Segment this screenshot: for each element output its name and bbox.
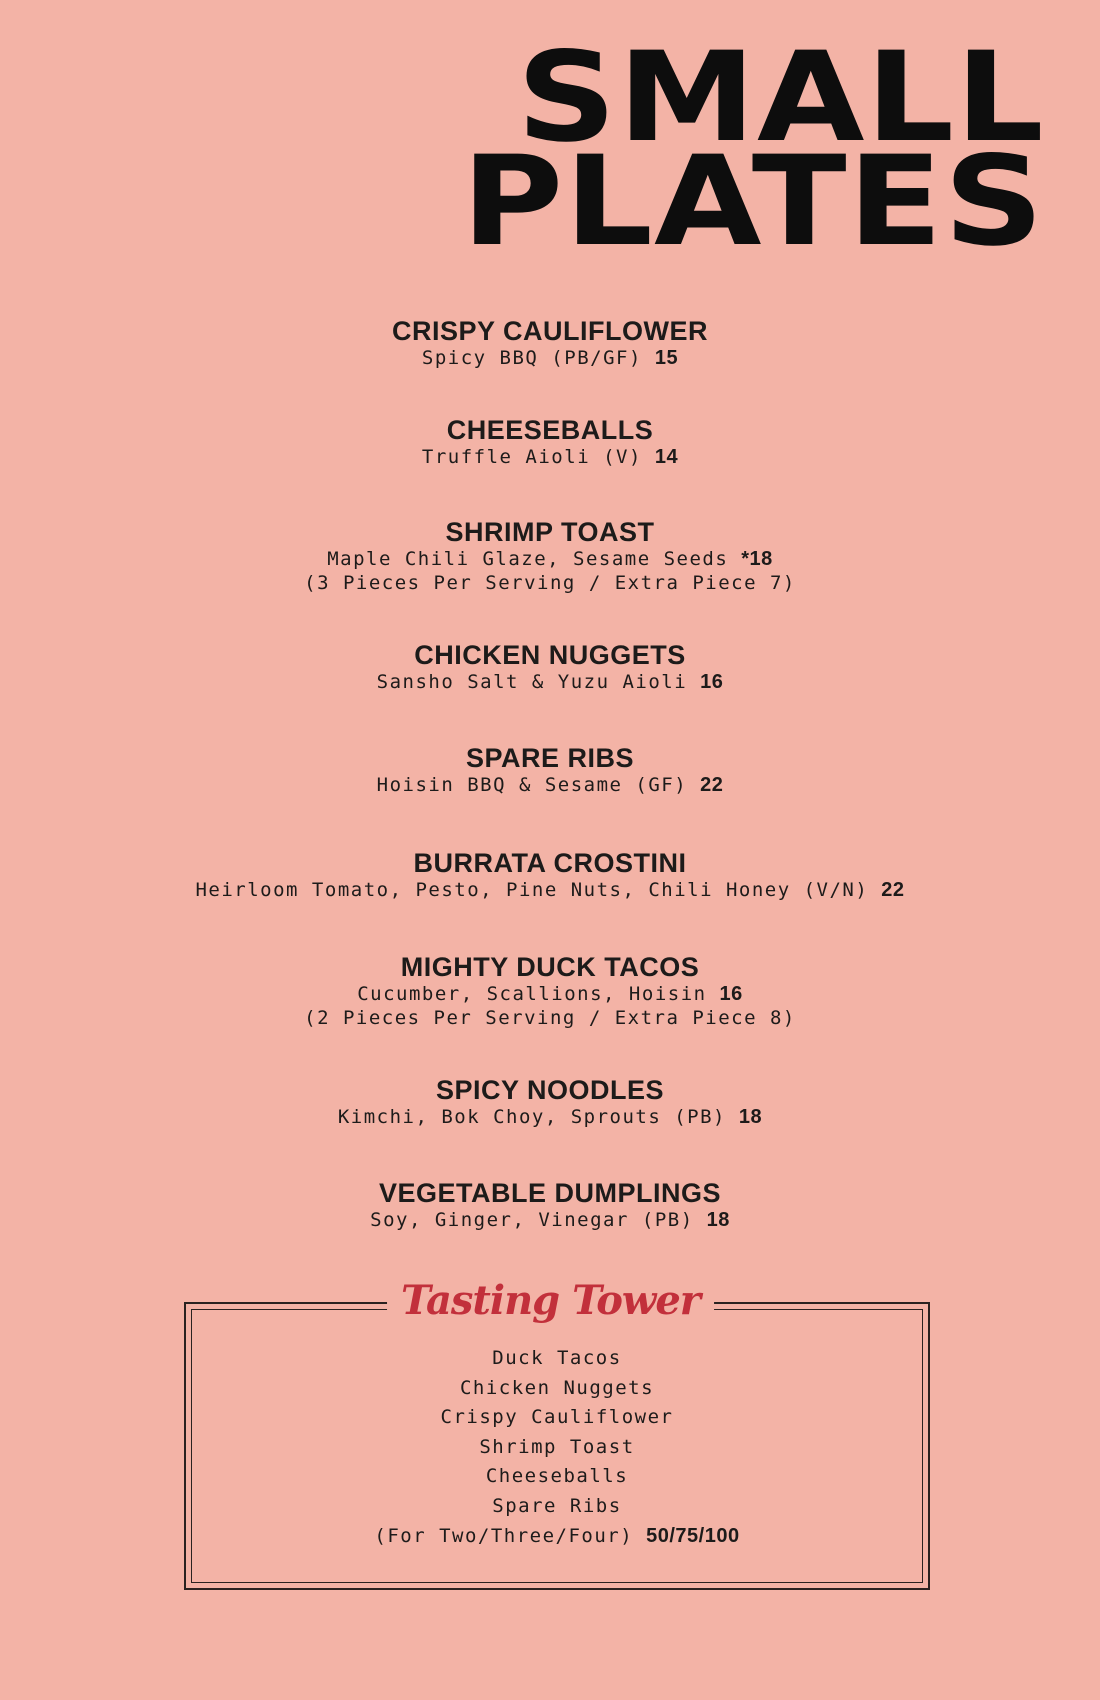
menu-item [0,415,1100,469]
item-name: CHICKEN NUGGETS [414,640,686,670]
title-line-2: PLATES [461,130,1045,274]
item-description: Soy, Ginger, Vinegar (PB) 18 [370,1209,730,1231]
item-description: Truffle Aioli (V) 14 [421,446,679,468]
item-price: 18 [706,1209,730,1231]
item-name: SPICY NOODLES [435,1075,665,1105]
item-description: Sansho Salt & Yuzu Aioli 16 [376,671,724,693]
item-name: SHRIMP TOAST [445,517,655,547]
tasting-tower-item: Duck Tacos [492,1347,622,1369]
item-description: Kimchi, Bok Choy, Sprouts (PB) 18 [337,1106,763,1128]
menu-item [0,1075,1100,1129]
menu-item [0,848,1100,902]
menu-item [0,743,1100,797]
tasting-tower-box [184,1277,930,1590]
menu-item [0,952,1100,1030]
item-price: 18 [738,1106,763,1128]
tasting-tower-title: Tasting Tower [387,1272,714,1330]
item-price: 16 [719,983,743,1005]
item-name: CHEESEBALLS [446,415,654,445]
tasting-tower-item: Spare Ribs [492,1494,622,1517]
item-description: Hoisin BBQ & Sesame (GF) 22 [376,774,724,796]
menu-item [0,316,1100,370]
item-price: 22 [700,774,724,796]
tasting-tower-item: Crispy Cauliflower [440,1406,674,1429]
item-price: 14 [654,446,679,468]
tasting-tower-price: 50/75/100 [646,1524,740,1547]
item-price: *18 [741,548,773,570]
item-price: 15 [654,347,679,369]
item-description: Maple Chili Glaze, Sesame Seeds *18 [327,548,773,570]
item-name: MIGHTY DUCK TACOS [400,952,700,982]
tasting-tower-serving: (For Two/Three/Four) 50/75/100 [374,1524,740,1547]
page-title [461,26,1045,274]
item-price: 22 [881,879,905,901]
item-name: CRISPY CAULIFLOWER [391,316,708,346]
menu-item [0,517,1100,595]
item-name: SPARE RIBS [465,743,635,773]
item-description: Heirloom Tomato, Pesto, Pine Nuts, Chili Honey (V/N) 22 [195,879,905,901]
tasting-tower-list [186,1344,928,1551]
item-name: VEGETABLE DUMPLINGS [378,1178,722,1208]
item-note: (3 Pieces Per Serving / Extra Piece 7) [304,572,796,594]
title-line-1: SMALL [516,26,1045,170]
menu-item [0,1178,1100,1232]
item-price: 16 [700,671,724,693]
item-description: Spicy BBQ (PB/GF) 15 [421,347,679,369]
tasting-tower-item: Shrimp Toast [479,1435,635,1458]
menu-item [0,640,1100,694]
item-description: Cucumber, Scallions, Hoisin 16 [357,983,743,1005]
item-note: (2 Pieces Per Serving / Extra Piece 8) [304,1007,796,1029]
tasting-tower-item: Chicken Nuggets [459,1376,655,1399]
item-name: BURRATA CROSTINI [413,848,687,878]
tasting-tower-item: Cheeseballs [485,1465,629,1488]
